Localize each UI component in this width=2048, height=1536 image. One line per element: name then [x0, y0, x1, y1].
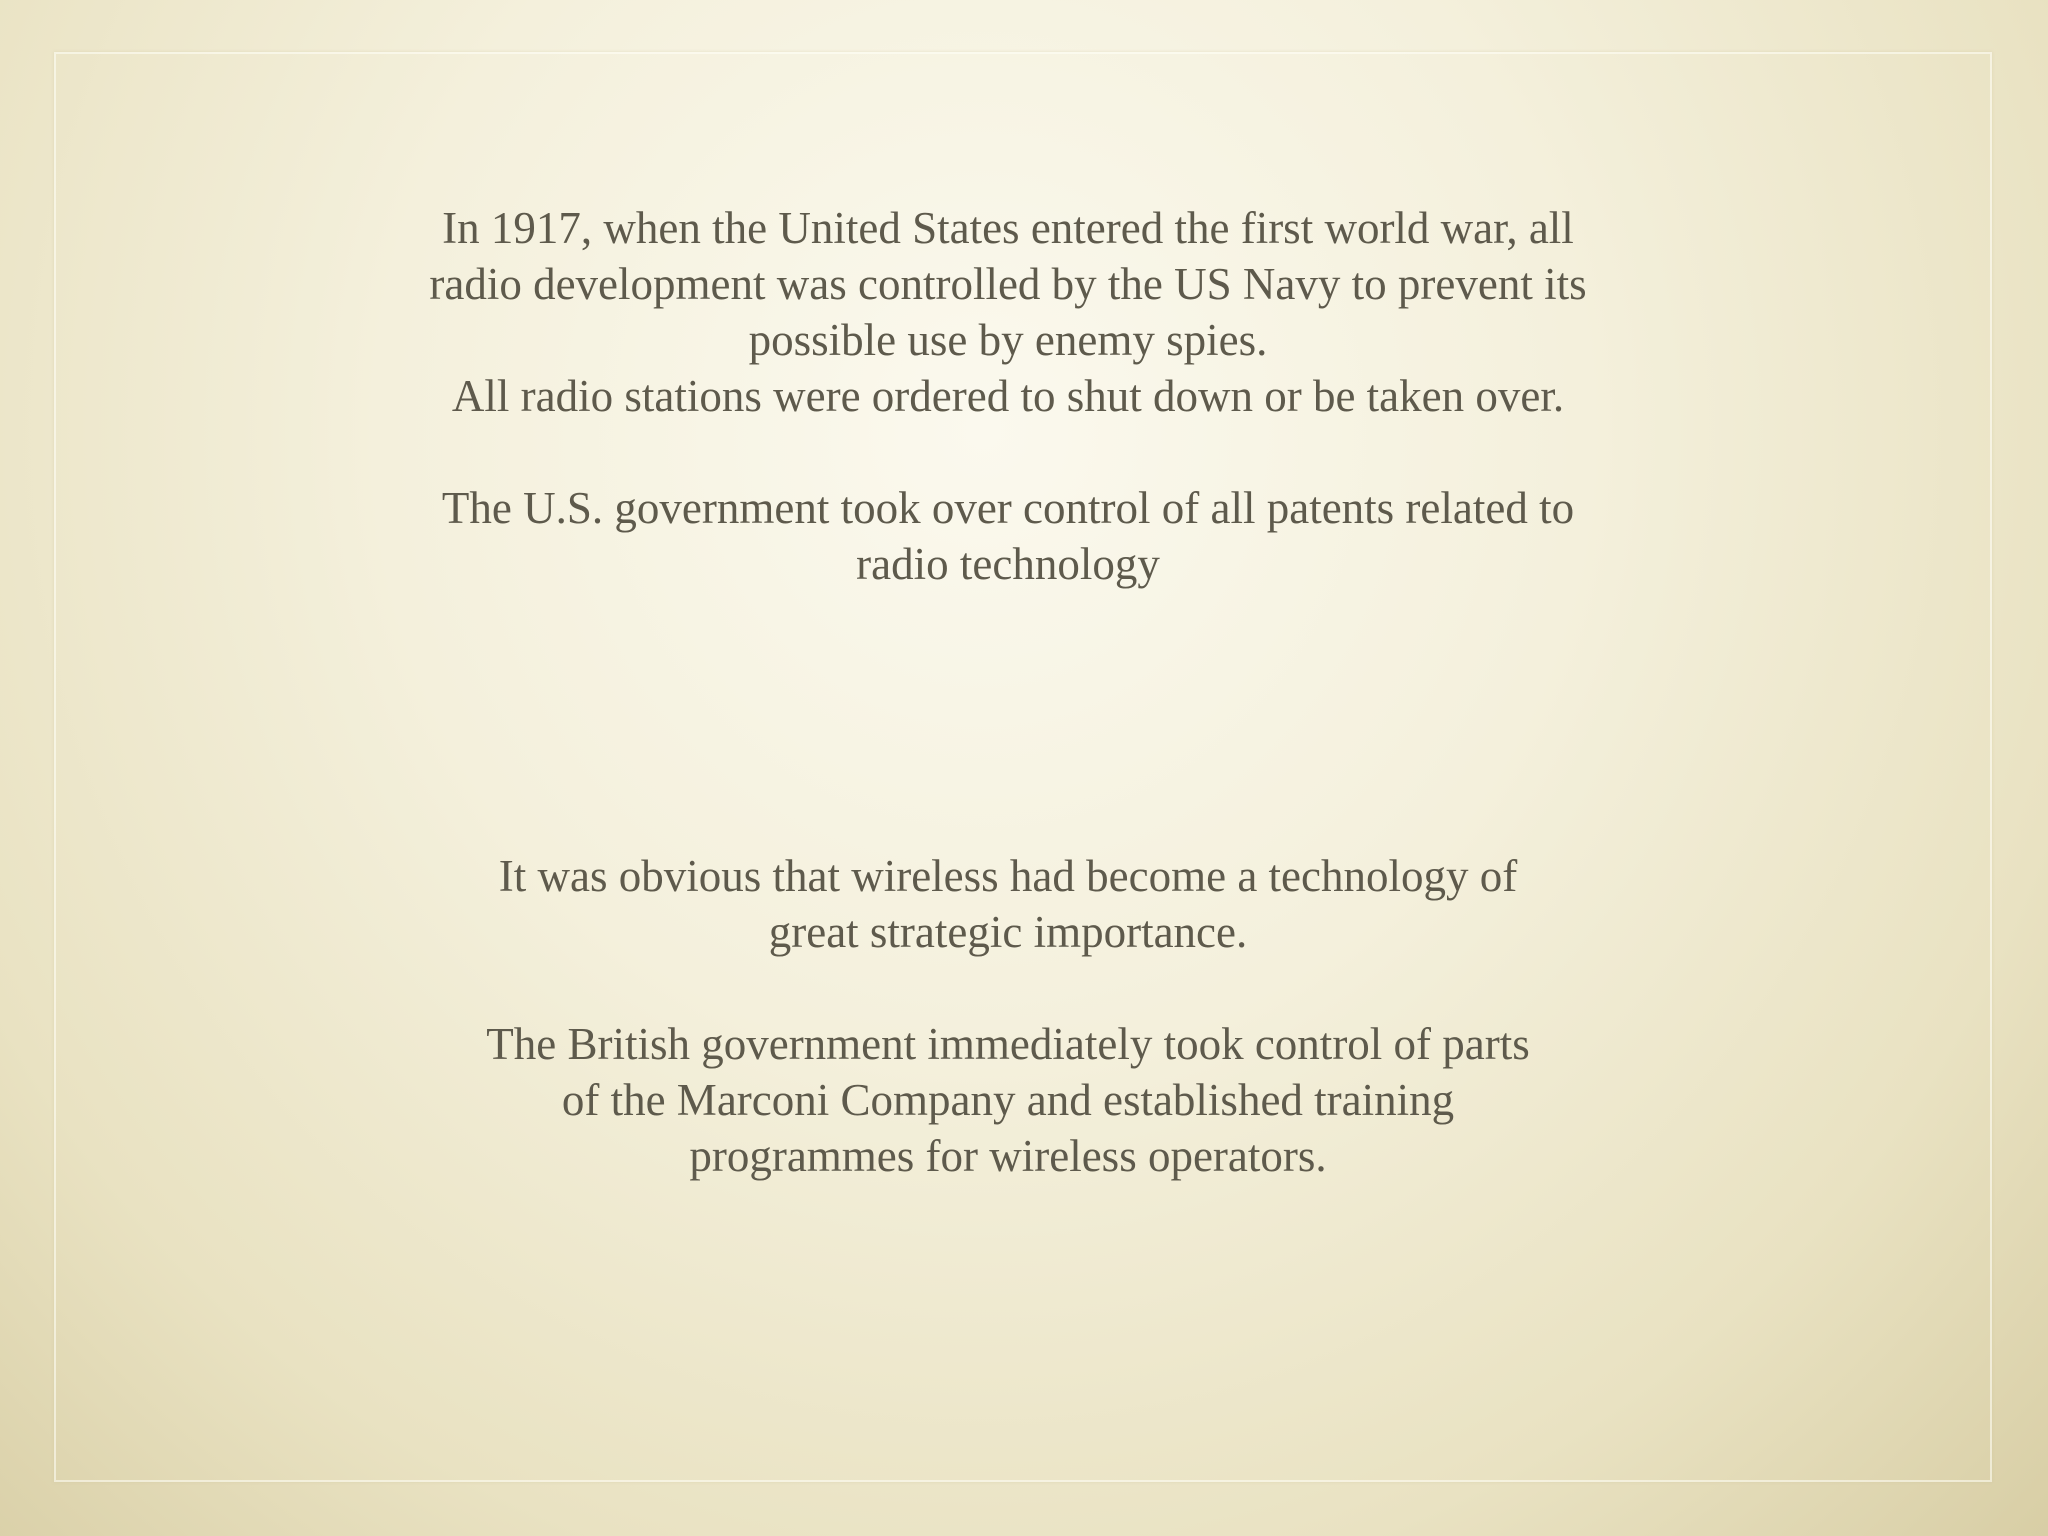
bottom-text-block	[0, 848, 2032, 1184]
text-line: great strategic importance.	[768, 907, 1248, 957]
top-text-block	[0, 200, 2032, 592]
text-line: of the Marconi Company and established training	[561, 1075, 1455, 1125]
text-line: programmes for wireless operators.	[689, 1131, 1327, 1181]
text-line: In 1917, when the United States entered the first world war, all	[442, 203, 1574, 253]
paragraph-gap	[0, 424, 2032, 480]
paragraph-gap	[0, 960, 2032, 1016]
text-line: radio technology	[856, 539, 1160, 589]
text-line: All radio stations were ordered to shut down or be taken over.	[451, 371, 1565, 421]
text-line: The U.S. government took over control of all patents related to	[441, 483, 1575, 533]
text-line: possible use by enemy spies.	[748, 315, 1268, 365]
text-line: radio development was controlled by the US Navy to prevent its	[429, 259, 1587, 309]
text-line: It was obvious that wireless had become a technology of	[498, 851, 1518, 901]
text-line: The British government immediately took control of parts	[486, 1019, 1530, 1069]
